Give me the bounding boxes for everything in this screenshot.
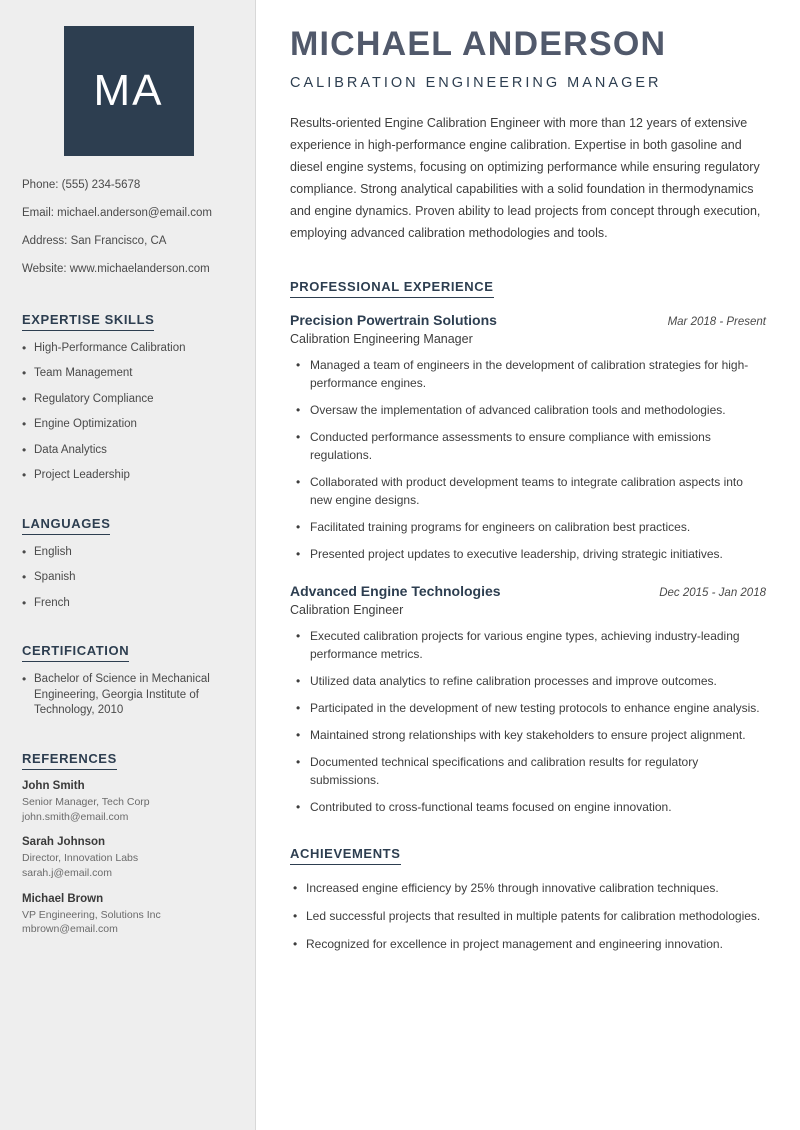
list-item: • Contributed to cross-functional teams focused on engine innovation. (290, 798, 766, 816)
professional-summary: Results-oriented Engine Calibration Engineer with more than 12 years of extensive experience in high-performance engine calibration. Expertise in both gasoline and diesel engine systems, focusing on optimizing performance while ensuring regulatory compliance. Strong analytical capabilities with a solid foundation in thermodynamics and engine dynamics. Proven ability to lead projects from concept through execution, employing advanced calibration methodologies and tools. (290, 116, 761, 240)
reference-role: Senior Manager, Tech Corp (22, 795, 150, 808)
reference-email: sarah.j@email.com (22, 867, 113, 879)
list-item: • Collaborated with product development teams to integrate calibration aspects into new engine designs. (290, 473, 766, 509)
contact-phone: Phone: (555) 234-5678 (22, 179, 141, 191)
main-content (256, 0, 800, 1130)
reference-role: Director, Innovation Labs (22, 852, 139, 865)
reference-email: john.smith@email.com (22, 810, 129, 823)
contact-email: Email: michael.anderson@email.com (22, 206, 212, 219)
experience-bullets (290, 356, 766, 563)
sidebar (0, 0, 256, 1130)
job-role: Calibration Engineer (290, 602, 404, 617)
company-name: Precision Powertrain Solutions (290, 311, 497, 328)
list-item: • Managed a team of engineers in the development of calibration strategies for high-performance engines. (290, 356, 766, 392)
list-item: • French (22, 596, 235, 612)
reference-name: Sarah Johnson (22, 836, 106, 849)
certification-list (22, 672, 235, 719)
list-item: • Maintained strong relationships with key stakeholders to ensure project alignment. (290, 726, 766, 744)
job-role: Calibration Engineering Manager (290, 331, 473, 346)
achievements-heading: ACHIEVEMENTS (290, 846, 401, 865)
list-item: • Executed calibration projects for various engine types, achieving industry-leading performance metrics. (290, 627, 766, 663)
list-item: • Project Leadership (22, 468, 235, 484)
job-title: CALIBRATION ENGINEERING MANAGER (290, 75, 662, 92)
reference-item (22, 893, 235, 937)
employment-dates: Mar 2018 - Present (667, 315, 766, 328)
employment-dates: Dec 2015 - Jan 2018 (659, 586, 766, 599)
list-item: • Increased engine efficiency by 25% through innovative calibration techniques. (290, 879, 766, 897)
list-item: • Data Analytics (22, 443, 235, 459)
experience-header (290, 312, 766, 328)
list-item: • Participated in the development of new testing protocols to enhance engine analysis. (290, 699, 766, 717)
list-item: • Team Management (22, 366, 235, 382)
list-item: • English (22, 545, 235, 561)
reference-email: mbrown@email.com (22, 923, 118, 936)
company-name: Advanced Engine Technologies (290, 582, 501, 599)
certification-heading: CERTIFICATION (22, 643, 129, 662)
list-item: • Regulatory Compliance (22, 392, 235, 408)
experience-item (290, 312, 766, 563)
list-item: • Oversaw the implementation of advanced calibration tools and methodologies. (290, 401, 766, 419)
contact-website: Website: www.michaelanderson.com (22, 262, 210, 275)
experience-item (290, 583, 766, 816)
references-heading: REFERENCES (22, 751, 117, 770)
reference-role: VP Engineering, Solutions Inc (22, 908, 161, 921)
contact-address: Address: San Francisco, CA (22, 234, 167, 247)
list-item: • Recognized for excellence in project management and engineering innovation. (290, 935, 766, 953)
reference-item (22, 836, 235, 880)
list-item: • Presented project updates to executive leadership, driving strategic initiatives. (290, 545, 766, 563)
languages-heading: LANGUAGES (22, 516, 110, 535)
professional-experience-heading: PROFESSIONAL EXPERIENCE (290, 279, 494, 298)
list-item: • Facilitated training programs for engineers on calibration best practices. (290, 518, 766, 536)
list-item: • High-Performance Calibration (22, 341, 235, 357)
list-item: • Spanish (22, 570, 235, 586)
reference-item (22, 780, 235, 824)
list-item: • Documented technical specifications and calibration results for regulatory submissions. (290, 753, 766, 789)
achievements-list (290, 879, 766, 953)
avatar: MA (64, 26, 194, 156)
experience-bullets (290, 627, 766, 816)
list-item: • Led successful projects that resulted in multiple patents for calibration methodologies. (290, 907, 766, 925)
languages-list (22, 545, 235, 612)
experience-header (290, 583, 766, 599)
expertise-skills-list (22, 341, 235, 484)
list-item: • Engine Optimization (22, 417, 235, 433)
list-item: • Bachelor of Science in Mechanical Engineering, Georgia Institute of Technology, 2010 (22, 672, 235, 719)
reference-name: Michael Brown (22, 892, 104, 905)
list-item: • Conducted performance assessments to ensure compliance with emissions regulations. (290, 428, 766, 464)
reference-name: John Smith (22, 779, 85, 792)
contact-block (22, 178, 235, 277)
page-title: MICHAEL ANDERSON (290, 25, 667, 63)
expertise-skills-heading: EXPERTISE SKILLS (22, 312, 154, 331)
list-item: • Utilized data analytics to refine calibration processes and improve outcomes. (290, 672, 766, 690)
